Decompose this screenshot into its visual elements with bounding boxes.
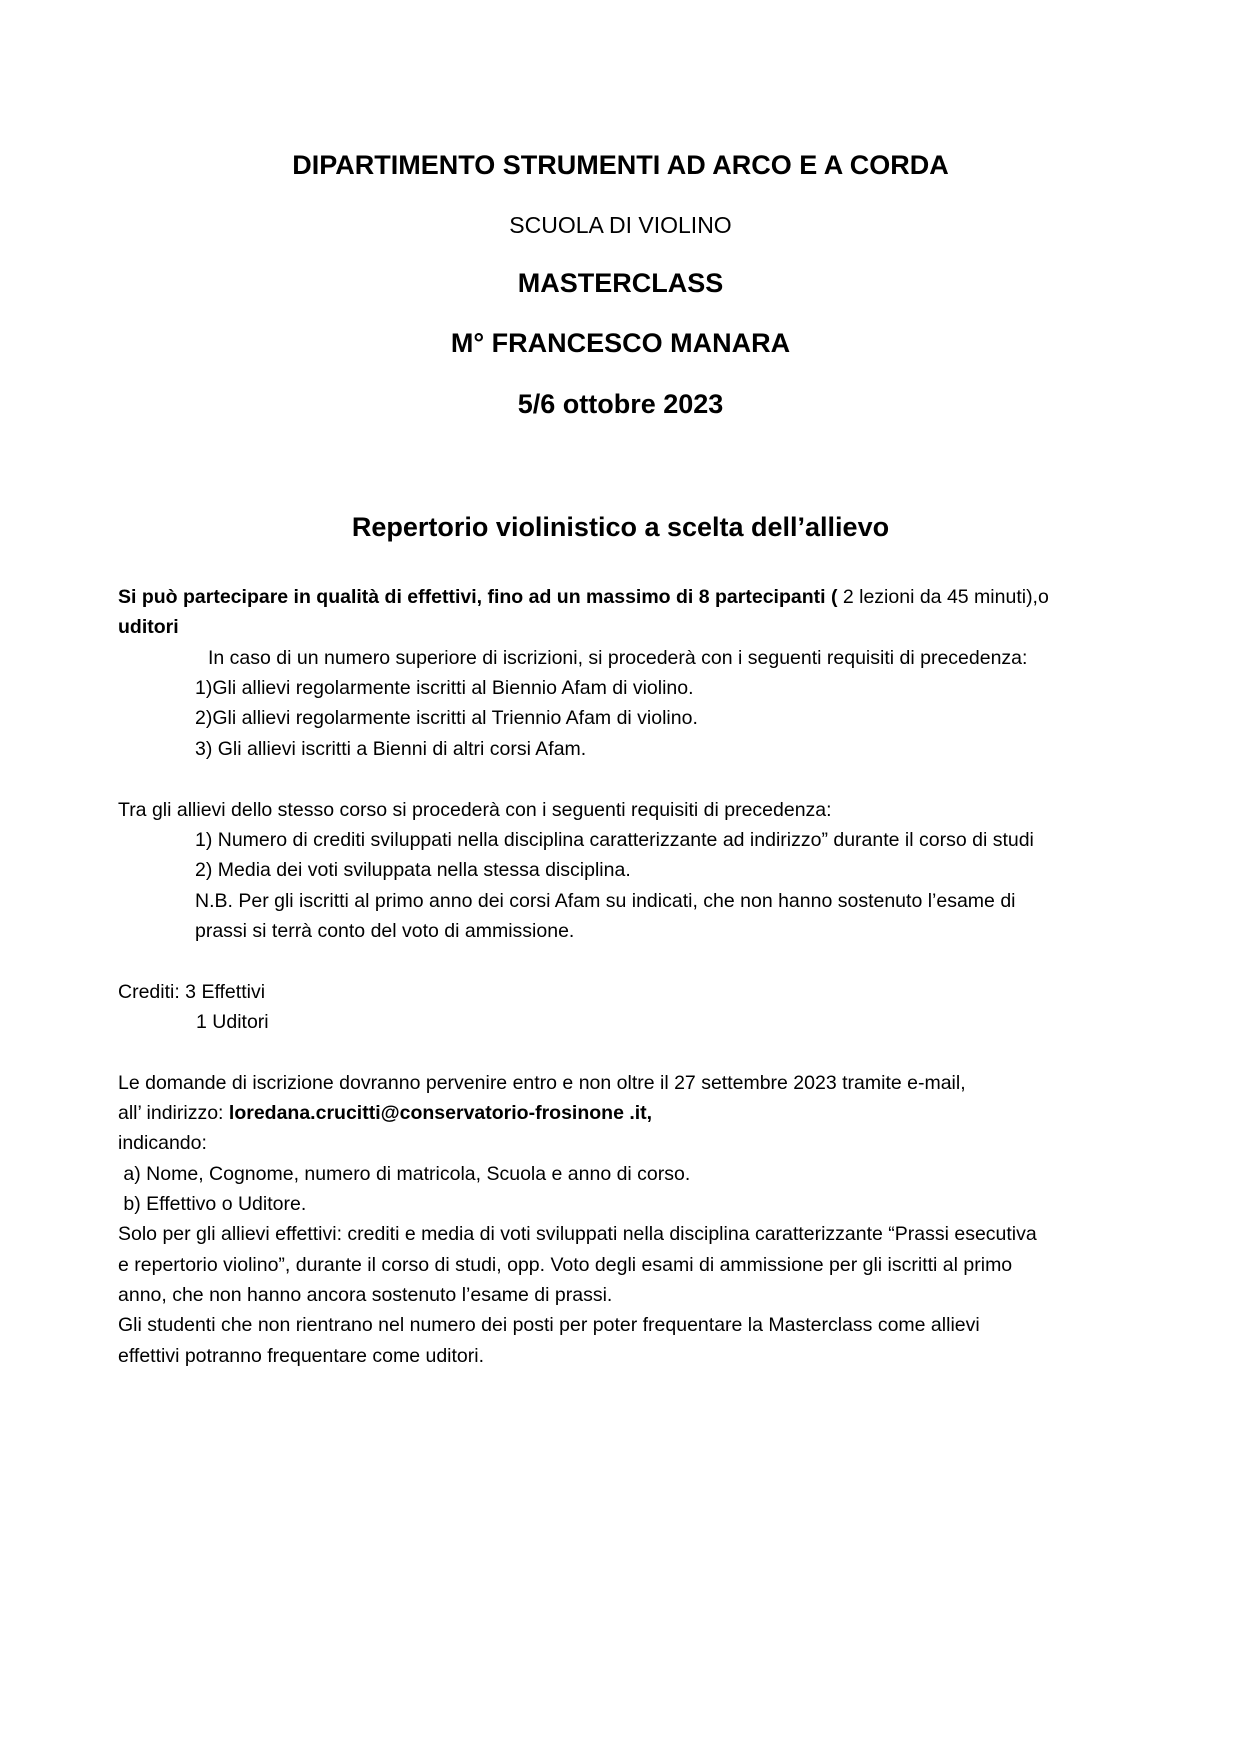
application-indicating: indicando: bbox=[118, 1132, 207, 1154]
same-course-item: 2) Media dei voti sviluppata nella stessa disciplina. bbox=[195, 859, 631, 881]
application-line: Le domande di iscrizione dovranno pervenire entro e non oltre il 27 settembre 2023 tramite e-mail, bbox=[118, 1072, 966, 1094]
effective-line: Solo per gli allievi effettivi: crediti e media di voti sviluppati nella disciplina caratterizzante “Prassi esecutiva bbox=[118, 1223, 1037, 1245]
same-course-item: 1) Numero di crediti sviluppati nella disciplina caratterizzante ad indirizzo” durante il corso di studi bbox=[195, 829, 1034, 851]
application-item-a: a) Nome, Cognome, numero di matricola, Scuola e anno di corso. bbox=[118, 1163, 691, 1185]
effective-line: e repertorio violino”, durante il corso di studi, opp. Voto degli esami di ammissione per gli iscritti al primo bbox=[118, 1254, 1013, 1276]
teacher-heading: M° FRANCESCO MANARA bbox=[450, 328, 791, 358]
school-heading: SCUOLA DI VIOLINO bbox=[509, 212, 732, 238]
same-course-intro: Tra gli allievi dello stesso corso si procederà con i seguenti requisiti di precedenza: bbox=[118, 799, 832, 821]
participation-line bbox=[118, 585, 1049, 609]
credits-line-2: 1 Uditori bbox=[196, 1011, 269, 1033]
participation-line-2: uditori bbox=[118, 616, 179, 638]
participation-normal-text: 2 lezioni da 45 minuti),o bbox=[837, 586, 1049, 608]
event-heading: MASTERCLASS bbox=[517, 268, 724, 298]
participation-bold-text: Si può partecipare in qualità di effettivi, fino ad un massimo di 8 partecipanti ( bbox=[118, 586, 838, 608]
email-link[interactable]: loredana.crucitti@conservatorio-frosinone .it, bbox=[228, 1102, 653, 1124]
department-heading: DIPARTIMENTO STRUMENTI AD ARCO E A CORDA bbox=[292, 150, 949, 180]
priority-item: 1)Gli allievi regolarmente iscritti al Biennio Afam di violino. bbox=[195, 677, 694, 699]
priority-intro: In caso di un numero superiore di iscrizioni, si procederà con i seguenti requisiti di precedenza: bbox=[208, 647, 1028, 669]
application-address-line bbox=[118, 1101, 652, 1125]
effective-line: anno, che non hanno ancora sostenuto l’esame di prassi. bbox=[118, 1284, 613, 1306]
address-label: all’ indirizzo: bbox=[118, 1102, 229, 1124]
closing-line: effettivi potranno frequentare come uditori. bbox=[118, 1345, 485, 1367]
date-heading: 5/6 ottobre 2023 bbox=[517, 389, 724, 419]
priority-item: 3) Gli allievi iscritti a Bienni di altri corsi Afam. bbox=[195, 738, 587, 760]
credits-line: Crediti: 3 Effettivi bbox=[118, 981, 266, 1003]
repertoire-heading: Repertorio violinistico a scelta dell’allievo bbox=[351, 512, 890, 542]
same-course-note: N.B. Per gli iscritti al primo anno dei corsi Afam su indicati, che non hanno sostenuto l’esame di bbox=[195, 890, 1016, 912]
priority-item: 2)Gli allievi regolarmente iscritti al Triennio Afam di violino. bbox=[195, 707, 698, 729]
application-item-b: b) Effettivo o Uditore. bbox=[118, 1193, 307, 1215]
closing-line: Gli studenti che non rientrano nel numero dei posti per poter frequentare la Masterclass come allievi bbox=[118, 1314, 980, 1336]
same-course-note: prassi si terrà conto del voto di ammissione. bbox=[195, 920, 575, 942]
